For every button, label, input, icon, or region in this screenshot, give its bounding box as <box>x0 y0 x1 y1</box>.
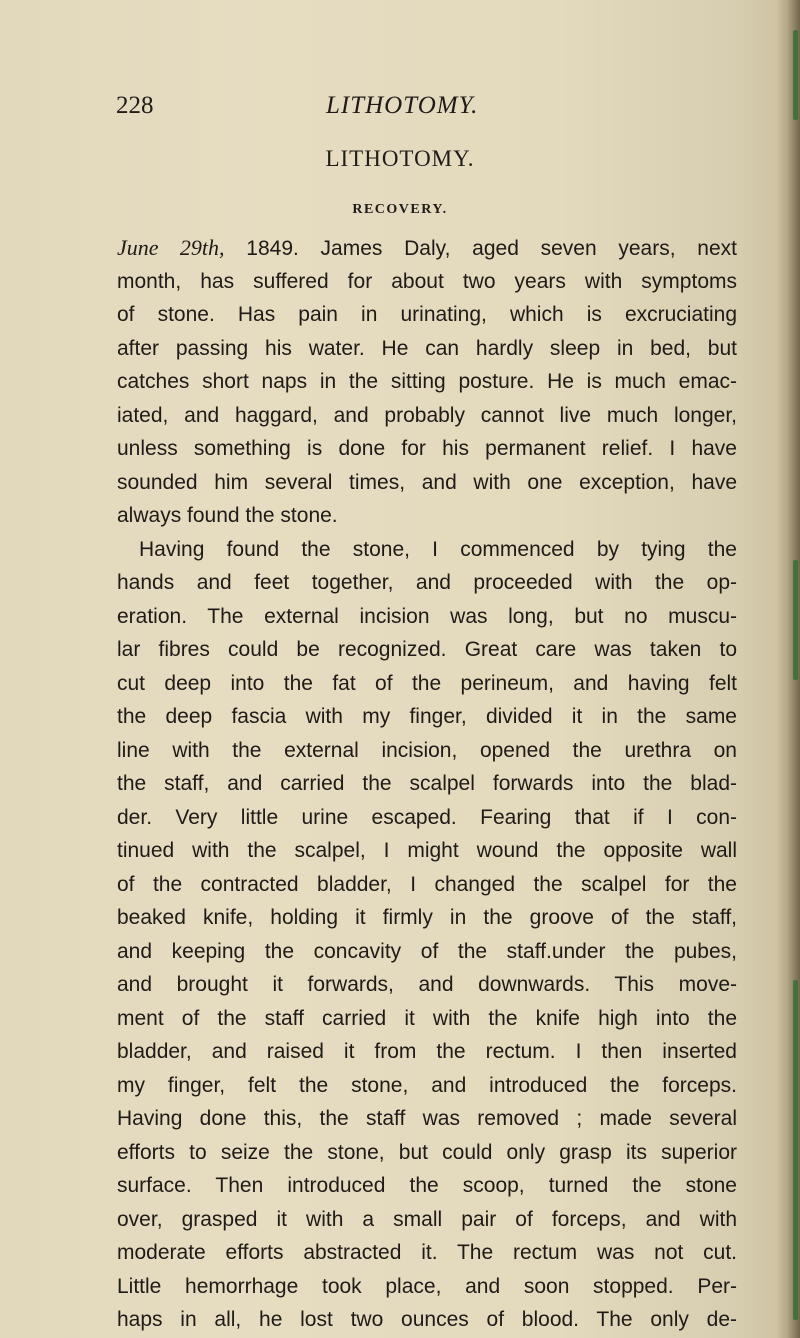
text-line: moderate efforts abstracted it. The rectum was not cut. <box>117 1241 737 1264</box>
text-line: unless something is done for his permanent relief. I have <box>117 437 737 460</box>
page-edge-mark <box>793 980 798 1320</box>
text-line: beaked knife, holding it firmly in the groove of the staff, <box>117 906 737 929</box>
body-text <box>117 231 737 1337</box>
text-line: line with the external incision, opened the urethra on <box>117 738 737 762</box>
text-line: iated, and haggard, and probably cannot live much longer, <box>117 403 737 427</box>
text-line: tinued with the scalpel, I might wound the opposite wall <box>117 839 737 862</box>
section-title: RECOVERY. <box>352 202 448 217</box>
text-line: Having found the stone, I commenced by tying the <box>139 537 737 561</box>
text-line: ment of the staff carried it with the knife high into the <box>117 1006 737 1030</box>
text-line: the staff, and carried the scalpel forwards into the blad- <box>117 772 737 795</box>
text-line: and brought it forwards, and downwards. This move- <box>117 973 737 996</box>
text-line: Having done this, the staff was removed ; made several <box>117 1107 737 1130</box>
text-line: of stone. Has pain in urinating, which is excruciating <box>117 303 737 326</box>
text-line: eration. The external incision was long, but no muscu- <box>117 604 737 628</box>
text-line: surface. Then introduced the scoop, turned the stone <box>117 1174 737 1197</box>
text-line: haps in all, he lost two ounces of blood. The only de- <box>117 1308 737 1331</box>
text-line: catches short naps in the sitting posture. He is much emac- <box>117 370 737 393</box>
text-line: efforts to seize the stone, but could only grasp its superior <box>117 1140 737 1164</box>
text-line: bladder, and raised it from the rectum. I then inserted <box>117 1040 737 1063</box>
text-line: month, has suffered for about two years with symptoms <box>117 269 737 293</box>
text-line: sounded him several times, and with one exception, have <box>117 470 737 494</box>
first-line-text: 1849. James Daly, aged seven years, next <box>224 237 737 260</box>
text-line: the deep fascia with my finger, divided it in the same <box>117 705 737 728</box>
text-line: cut deep into the fat of the perineum, and having felt <box>117 671 737 695</box>
page-edge-mark <box>793 30 798 120</box>
text-line: Little hemorrhage took place, and soon stopped. Per- <box>117 1274 737 1298</box>
text-line: my finger, felt the stone, and introduced the forceps. <box>117 1073 737 1097</box>
text-line: der. Very little urine escaped. Fearing that if I con- <box>117 805 737 829</box>
text-line <box>117 231 737 265</box>
text-line: hands and feet together, and proceeded with the op- <box>117 571 737 594</box>
text-line: of the contracted bladder, I changed the scalpel for the <box>117 872 737 896</box>
text-line: after passing his water. He can hardly sleep in bed, but <box>117 336 737 360</box>
running-head: LITHOTOMY. <box>326 92 479 119</box>
text-line: and keeping the concavity of the staff.under the pubes, <box>117 939 737 963</box>
text-line: always found the stone. <box>117 504 338 527</box>
chapter-title: LITHOTOMY. <box>325 146 475 171</box>
text-line: over, grasped it with a small pair of forceps, and with <box>117 1207 737 1231</box>
text-line: lar fibres could be recognized. Great care was taken to <box>117 638 737 661</box>
page-header <box>116 92 736 126</box>
page-edge-mark <box>793 560 798 680</box>
entry-date: June 29th, <box>117 235 225 260</box>
page-number: 228 <box>116 92 154 119</box>
